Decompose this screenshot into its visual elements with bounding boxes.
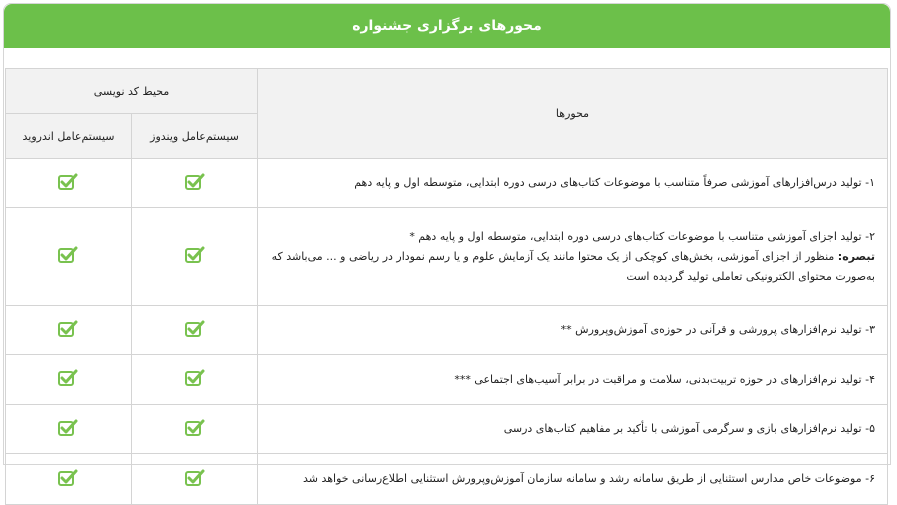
check-icon — [185, 369, 205, 387]
check-icon — [185, 469, 205, 487]
note-text: منظور از اجزای آموزشی، بخش‌های کوچکی از یک محتوا مانند یک آزمایش علوم و یا رسم نمودار در ریاضی و ... می‌باشد که — [271, 249, 838, 263]
check-icon — [58, 173, 78, 191]
note-text-continued: به‌صورت محتوای الکترونیکی تعاملی تولید گردیده است — [626, 269, 875, 283]
header-topics: محورها — [258, 69, 888, 159]
topic-note — [270, 247, 875, 267]
panel-title: محورهای برگزاری جشنواره — [352, 18, 542, 34]
android-cell — [5, 208, 131, 306]
check-icon — [58, 419, 78, 437]
festival-topics-panel — [3, 3, 891, 485]
table-row — [5, 159, 887, 208]
check-icon — [185, 419, 205, 437]
check-icon — [58, 469, 78, 487]
check-icon — [185, 246, 205, 264]
android-cell — [5, 159, 131, 208]
check-icon — [185, 173, 205, 191]
table-row — [5, 454, 887, 505]
panel-header — [4, 4, 890, 48]
android-cell — [5, 306, 131, 355]
windows-cell — [132, 208, 258, 306]
topic-text: ۳- تولید نرم‌افزارهای پرورشی و قرآنی در حوزه‌ی آموزش‌وپرورش ** — [560, 323, 875, 336]
header-windows: سیستم‌عامل ویندوز — [132, 114, 258, 159]
windows-cell — [132, 355, 258, 405]
android-cell — [5, 454, 131, 505]
check-icon — [58, 320, 78, 338]
check-icon — [58, 369, 78, 387]
windows-cell — [132, 159, 258, 208]
table-row — [5, 306, 887, 355]
note-label: تبصره: — [837, 249, 875, 263]
windows-cell — [132, 306, 258, 355]
table-row — [5, 208, 887, 306]
topic-cell — [258, 159, 888, 208]
table-row — [5, 405, 887, 454]
android-cell — [5, 355, 131, 405]
topic-text: ۱- تولید درس‌افزارهای آموزشی صرفاً متناسب با موضوعات کتاب‌های درسی دوره ابتدایی، متوسطه اول و پایه دهم — [354, 176, 875, 189]
topic-text: ۴- تولید نرم‌افزارهای در حوزه تربیت‌بدنی، سلامت و مراقبت در برابر آسیب‌های اجتماعی *** — [454, 372, 875, 386]
topic-cell — [258, 208, 888, 306]
topic-text: ۵- تولید نرم‌افزارهای بازی و سرگرمی آموزشی با تأکید بر مفاهیم کتاب‌های درسی — [503, 422, 875, 435]
windows-cell — [132, 454, 258, 505]
topic-cell — [258, 454, 888, 505]
check-icon — [185, 320, 205, 338]
topic-cell — [258, 405, 888, 454]
topic-text: ۲- تولید اجزای آموزشی متناسب با موضوعات کتاب‌های درسی دوره ابتدایی، متوسطه اول و پایه دهم * — [409, 229, 875, 243]
check-icon — [58, 246, 78, 264]
topic-text: ۶- موضوعات خاص مدارس استثنایی از طریق سامانه رشد و سامانه سازمان آموزش‌وپرورش استثنایی اطلاع‌رسانی خواهد شد — [302, 472, 875, 485]
topic-cell — [258, 355, 888, 405]
topics-table — [5, 68, 888, 505]
header-coding-environment: محیط کد نویسی — [5, 69, 257, 114]
topic-cell — [258, 306, 888, 355]
android-cell — [5, 405, 131, 454]
table-row — [5, 355, 887, 405]
header-android: سیستم‌عامل اندروید — [5, 114, 131, 159]
windows-cell — [132, 405, 258, 454]
topics-table-wrapper — [6, 68, 888, 505]
